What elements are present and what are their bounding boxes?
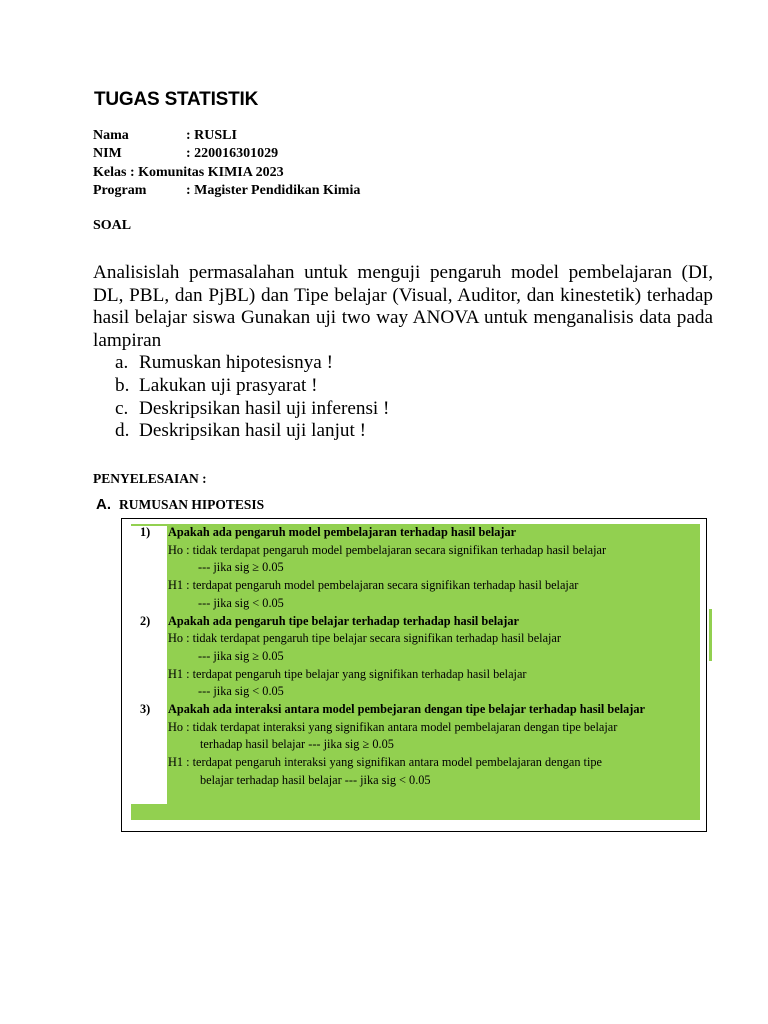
hypothesis-ho: Ho : tidak terdapat interaksi yang signifikan antara model pembelajaran dengan tipe belajar xyxy=(168,719,618,734)
section-a-heading xyxy=(96,496,264,513)
hypothesis-number: 1) xyxy=(140,525,151,539)
hypothesis-number: 2) xyxy=(140,613,151,628)
identity-kelas xyxy=(93,164,284,182)
hypothesis-h1: H1 : terdapat pengaruh interaksi yang signifikan antara model pembelajaran dengan tipe xyxy=(168,755,602,770)
list-item-text: Lakukan uji prasyarat ! xyxy=(139,374,318,396)
identity-value: : 220016301029 xyxy=(186,146,279,162)
document-title: TUGAS STATISTIK xyxy=(94,89,259,110)
identity-label: Kelas : Komunitas KIMIA 2023 xyxy=(93,164,284,180)
identity-value: : Magister Pendidikan Kimia xyxy=(186,182,361,198)
hypothesis-condition: --- jika sig ≥ 0.05 xyxy=(198,648,284,663)
identity-label: Nama xyxy=(93,128,129,143)
hypothesis-question xyxy=(140,701,696,719)
list-marker: a. xyxy=(115,352,129,374)
question-text: Analisislah permasalahan untuk menguji pengaruh model pembelajaran (DI, DL, PBL, dan PjBL) dan Tipe belajar (Visual, Auditor, dan kinestetik) terhadap hasil belajar siswa Gunakan uji two way ANOVA untuk menganalisis data pada lampiran xyxy=(93,262,713,351)
soal-heading: SOAL xyxy=(93,218,132,233)
section-marker: A. xyxy=(96,496,111,513)
hypothesis-continuation: belajar terhadap hasil belajar --- jika sig < 0.05 xyxy=(200,772,431,787)
hypothesis-h1: H1 : terdapat pengaruh model pembelajaran secara signifikan terhadap hasil belajar xyxy=(168,578,579,593)
list-marker: c. xyxy=(115,397,129,419)
list-item-text: Rumuskan hipotesisnya ! xyxy=(139,352,333,374)
question-block xyxy=(93,262,713,443)
hypothesis-ho: Ho : tidak terdapat pengaruh model pembelajaran secara signifikan terhadap hasil belajar xyxy=(168,542,607,557)
list-item xyxy=(93,352,713,375)
list-item xyxy=(93,398,713,421)
hypothesis-list xyxy=(140,524,696,790)
list-item-text: Deskripsikan hasil uji inferensi ! xyxy=(139,397,390,419)
list-item xyxy=(93,420,713,443)
hypothesis-number: 3) xyxy=(140,702,151,717)
identity-value: : RUSLI xyxy=(186,128,237,143)
hypothesis-condition: --- jika sig < 0.05 xyxy=(198,684,284,699)
section-title: RUMUSAN HIPOTESIS xyxy=(119,497,265,512)
identity-name xyxy=(93,127,284,145)
hypothesis-condition: --- jika sig < 0.05 xyxy=(198,595,284,610)
identity-block xyxy=(93,127,361,200)
list-item xyxy=(93,375,713,398)
identity-label: Program xyxy=(93,182,147,198)
hypothesis-question-text: Apakah ada interaksi antara model pembejaran dengan tipe belajar terhadap hasil belajar xyxy=(168,702,645,717)
identity-nim xyxy=(93,145,284,163)
solution-heading: PENYELESAIAN : xyxy=(93,471,207,486)
list-marker: d. xyxy=(115,420,130,442)
hypothesis-ho: Ho : tidak terdapat pengaruh tipe belajar secara signifikan terhadap hasil belajar xyxy=(168,631,561,646)
list-item-text: Deskripsikan hasil uji lanjut ! xyxy=(139,420,367,442)
hypothesis-question xyxy=(140,524,696,542)
highlight-edge xyxy=(709,609,712,661)
question-list xyxy=(93,352,713,442)
hypothesis-question xyxy=(140,613,696,631)
hypothesis-question-text: Apakah ada pengaruh model pembelajaran terhadap hasil belajar xyxy=(168,525,517,539)
hypothesis-continuation: terhadap hasil belajar --- jika sig ≥ 0.05 xyxy=(200,737,394,752)
hypothesis-h1: H1 : terdapat pengaruh tipe belajar yang signifikan terhadap hasil belajar xyxy=(168,666,527,681)
hypothesis-question-text: Apakah ada pengaruh tipe belajar terhadap terhadap hasil belajar xyxy=(168,613,519,628)
hypothesis-condition: --- jika sig ≥ 0.05 xyxy=(198,560,284,575)
identity-label: NIM xyxy=(93,146,122,162)
identity-program xyxy=(93,182,361,200)
list-marker: b. xyxy=(115,374,130,396)
